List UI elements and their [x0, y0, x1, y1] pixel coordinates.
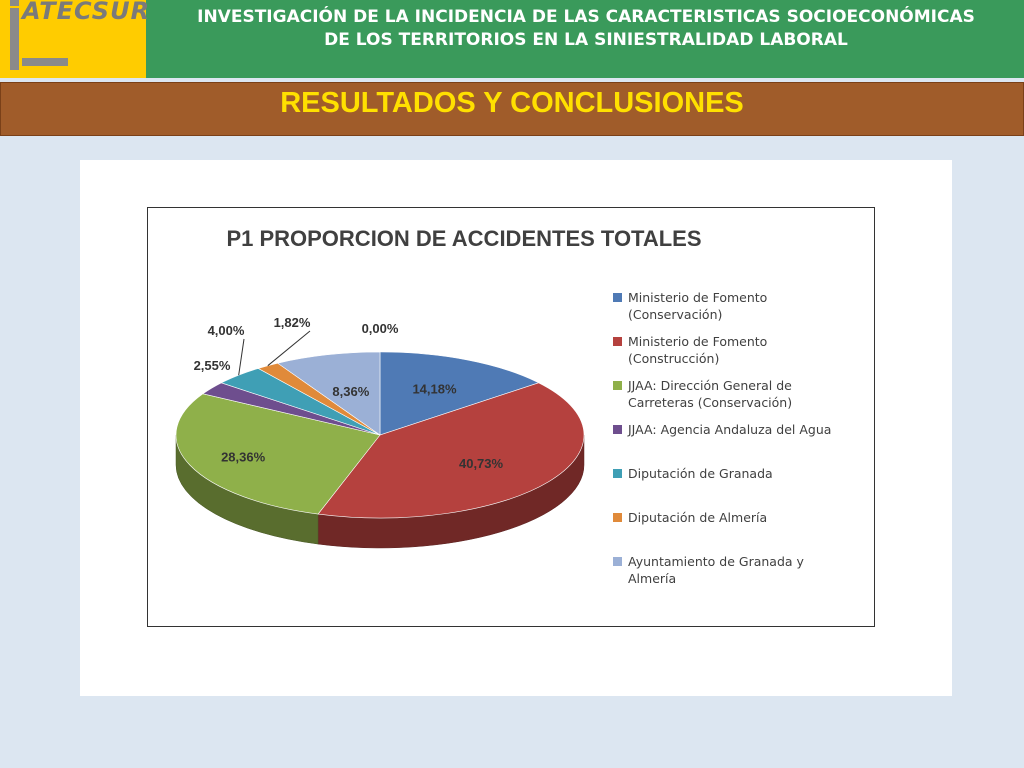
logo-subtext	[22, 58, 68, 66]
pie-value-label: 28,36%	[221, 449, 266, 465]
legend-swatch	[613, 557, 622, 566]
pie-value-label: 1,82%	[273, 315, 311, 330]
legend-label: Diputación de Almería	[628, 510, 768, 525]
header-title-line2: DE LOS TERRITORIOS EN LA SINIESTRALIDAD LABORAL	[324, 30, 848, 50]
logo	[0, 0, 151, 78]
pie-value-label: 14,18%	[412, 381, 457, 397]
legend-label: (Construcción)	[628, 351, 720, 366]
legend-swatch	[613, 381, 622, 390]
legend-label: JJAA: Agencia Andaluza del Agua	[628, 422, 832, 437]
legend-label: Ministerio de Fomento	[628, 290, 768, 305]
chart-title: P1 PROPORCION DE ACCIDENTES TOTALES	[226, 226, 702, 251]
pie-value-label: 40,73%	[458, 456, 504, 472]
pie-value-label: 8,36%	[332, 383, 370, 399]
pie-value-label: 2,55%	[193, 358, 231, 373]
section-band	[0, 82, 1024, 136]
logo-text: ATECSUR	[22, 0, 151, 25]
header-bar	[0, 0, 1024, 78]
pie-chart	[147, 207, 875, 627]
pie-leader-line	[239, 339, 244, 375]
legend-label: Almería	[628, 571, 677, 586]
pie-value-label: 4,00%	[207, 323, 245, 338]
header-title-line1: INVESTIGACIÓN DE LA INCIDENCIA DE LAS CARACTERISTICAS SOCIOECONÓMICAS	[197, 7, 975, 27]
legend-label: Ayuntamiento de Granada y	[628, 554, 804, 569]
legend-swatch	[613, 469, 622, 478]
pie-chart-svg	[148, 208, 874, 626]
legend-swatch	[613, 293, 622, 302]
section-title: RESULTADOS Y CONCLUSIONES	[280, 87, 744, 119]
legend-label: Ministerio de Fomento	[628, 334, 768, 349]
legend-label: (Conservación)	[628, 307, 723, 322]
pie-value-label: 0,00%	[361, 321, 399, 336]
legend-swatch	[613, 337, 622, 346]
logo-bar	[10, 8, 19, 70]
legend-swatch	[613, 513, 622, 522]
legend-label: Carreteras (Conservación)	[628, 395, 793, 410]
legend-label: JJAA: Dirección General de	[628, 378, 792, 393]
legend-swatch	[613, 425, 622, 434]
header-title	[156, 6, 1016, 52]
logo-dot	[10, 0, 19, 6]
legend-label: Diputación de Granada	[628, 466, 773, 481]
